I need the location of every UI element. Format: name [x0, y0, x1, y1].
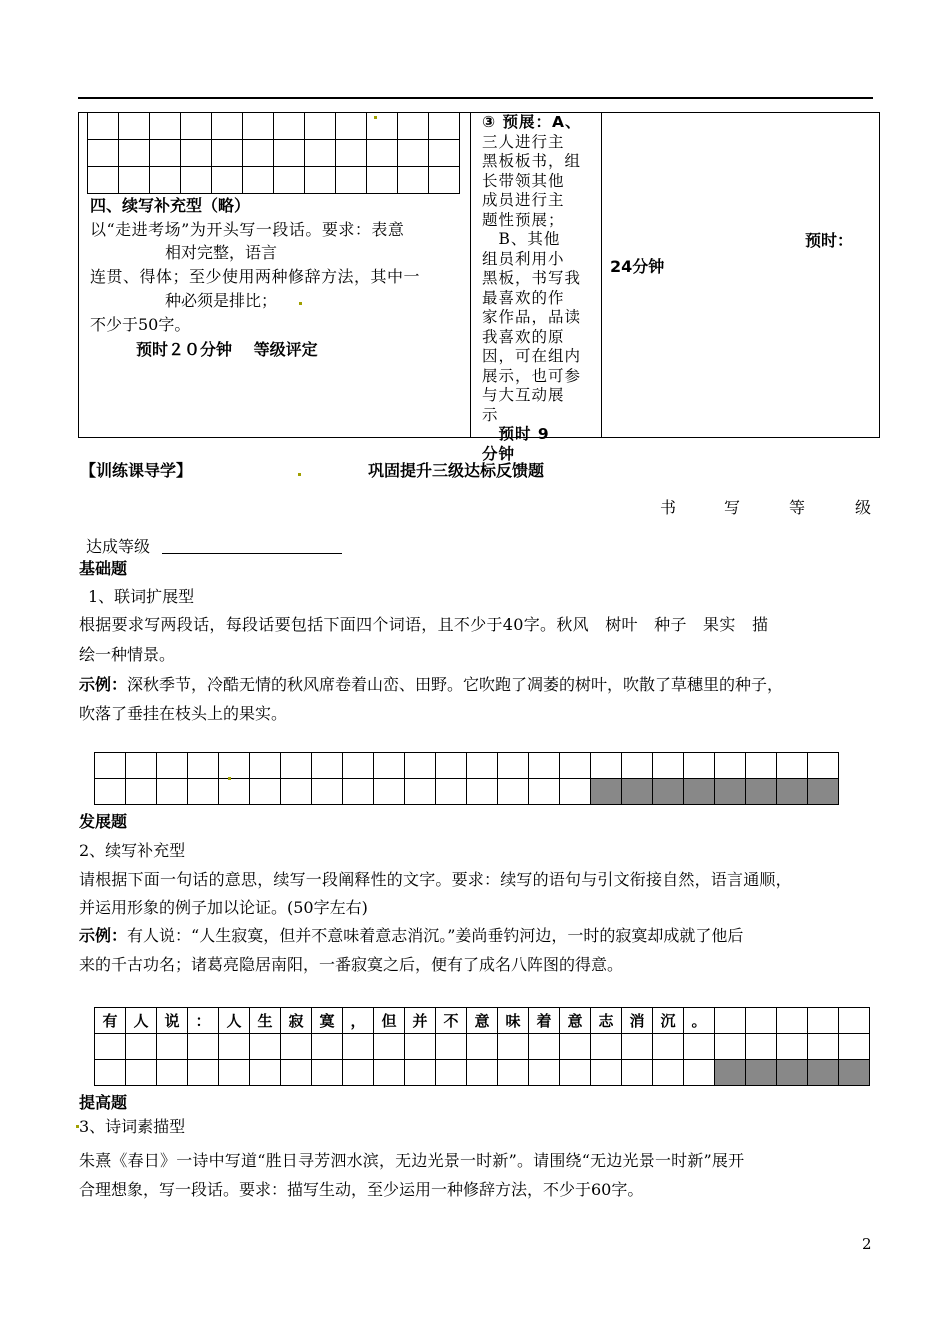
grid-cell[interactable]	[498, 1060, 529, 1086]
grid-cell[interactable]	[808, 1060, 839, 1086]
grid-cell[interactable]	[374, 1060, 405, 1086]
grid-cell[interactable]	[529, 779, 560, 805]
grid-cell[interactable]	[374, 1034, 405, 1060]
grid-cell[interactable]	[839, 1008, 870, 1034]
grid-cell[interactable]	[305, 140, 336, 167]
grid-cell[interactable]	[808, 1008, 839, 1034]
right-cell-label: 预时：	[805, 231, 854, 250]
table-divider-2	[601, 112, 602, 438]
grid-cell[interactable]: 寂	[281, 1008, 312, 1034]
speckle	[298, 473, 301, 476]
grid-cell[interactable]	[281, 1060, 312, 1086]
grid-cell[interactable]	[95, 1034, 126, 1060]
grid-cell[interactable]	[181, 167, 212, 194]
grid-cell[interactable]	[560, 779, 591, 805]
grid-cell[interactable]	[429, 167, 460, 194]
advanced-instruction-2: 合理想象，写一段话。要求：描写生动，至少运用一种修辞方法，不少于60字。	[79, 1180, 644, 1199]
grid-cell[interactable]	[746, 753, 777, 779]
development-subheading: 2、续写补充型	[79, 841, 186, 860]
grid-cell[interactable]	[398, 113, 429, 140]
grid-cell[interactable]	[219, 1060, 250, 1086]
grid-cell[interactable]	[95, 779, 126, 805]
example-text: 深秋季节，冷酷无情的秋风席卷着山峦、田野。它吹跑了凋萎的树叶，吹散了草穗里的种子，	[127, 675, 784, 694]
grid-cell[interactable]	[405, 779, 436, 805]
grid-cell[interactable]	[591, 1034, 622, 1060]
grid-cell[interactable]	[560, 1060, 591, 1086]
training-title: 【训练课导学】	[80, 461, 193, 480]
grid-cell[interactable]	[250, 779, 281, 805]
grid-cell[interactable]	[157, 1060, 188, 1086]
middle-line: ③ 预展：A、	[482, 113, 582, 131]
grid-cell[interactable]	[119, 140, 150, 167]
grid-cell[interactable]	[274, 113, 305, 140]
grid-cell[interactable]	[684, 1034, 715, 1060]
basic-writing-grid	[94, 752, 839, 805]
example-label: 示例：	[79, 926, 128, 945]
grid-cell[interactable]	[622, 779, 653, 805]
grid-cell[interactable]	[88, 113, 119, 140]
grid-cell[interactable]	[622, 753, 653, 779]
grid-cell[interactable]	[715, 1034, 746, 1060]
grid-cell[interactable]	[746, 1034, 777, 1060]
grid-cell[interactable]: ，	[343, 1008, 374, 1034]
basic-heading: 基础题	[79, 559, 128, 578]
grid-cell[interactable]	[126, 753, 157, 779]
grid-cell[interactable]	[343, 753, 374, 779]
grid-cell[interactable]	[684, 779, 715, 805]
left-line-5: 不少于50字。	[90, 315, 191, 334]
grid-cell[interactable]: 沉	[653, 1008, 684, 1034]
grid-cell[interactable]	[746, 779, 777, 805]
grid-cell[interactable]	[436, 1034, 467, 1060]
middle-line: 三人进行主	[482, 132, 565, 151]
grid-cell[interactable]	[150, 140, 181, 167]
grid-cell[interactable]	[498, 753, 529, 779]
grid-cell[interactable]: 并	[405, 1008, 436, 1034]
grid-cell[interactable]	[746, 1060, 777, 1086]
grid-cell[interactable]	[281, 779, 312, 805]
grid-cell[interactable]: 但	[374, 1008, 405, 1034]
grid-cell[interactable]	[212, 113, 243, 140]
grid-cell[interactable]	[622, 1034, 653, 1060]
grid-cell[interactable]	[684, 1060, 715, 1086]
grid-cell[interactable]: 生	[250, 1008, 281, 1034]
basic-example	[79, 674, 783, 696]
grid-cell[interactable]	[374, 779, 405, 805]
example-label: 示例：	[79, 675, 128, 694]
grid-cell[interactable]	[777, 753, 808, 779]
middle-line: 组员利用小	[482, 249, 565, 268]
grid-cell[interactable]	[343, 779, 374, 805]
grid-cell[interactable]	[243, 140, 274, 167]
grid-cell[interactable]	[777, 779, 808, 805]
grid-cell[interactable]: 人	[219, 1008, 250, 1034]
grid-cell[interactable]	[467, 1060, 498, 1086]
middle-line: 黑板，书写我	[482, 269, 582, 287]
grid-cell[interactable]	[336, 167, 367, 194]
middle-line: 示	[482, 405, 499, 424]
grid-cell[interactable]	[126, 1060, 157, 1086]
grid-cell[interactable]: 不	[436, 1008, 467, 1034]
grid-cell[interactable]	[119, 113, 150, 140]
grid-cell[interactable]: 说	[157, 1008, 188, 1034]
header-rule	[78, 97, 873, 99]
grid-cell[interactable]	[467, 1034, 498, 1060]
grid-cell[interactable]	[95, 753, 126, 779]
grid-cell[interactable]	[312, 1060, 343, 1086]
grid-cell[interactable]	[436, 753, 467, 779]
grid-cell[interactable]	[367, 113, 398, 140]
middle-line: 最喜欢的作	[482, 288, 565, 307]
grid-cell[interactable]	[126, 1034, 157, 1060]
grid-cell[interactable]	[150, 167, 181, 194]
grid-cell[interactable]	[281, 753, 312, 779]
grid-cell[interactable]	[95, 1060, 126, 1086]
development-example-2: 来的千古功名；诸葛亮隐居南阳，一番寂寞之后，便有了成名八阵图的得意。	[79, 955, 624, 974]
grid-cell[interactable]	[312, 1034, 343, 1060]
grid-cell[interactable]	[746, 1008, 777, 1034]
grid-cell[interactable]	[157, 779, 188, 805]
grid-cell[interactable]	[429, 140, 460, 167]
grid-cell[interactable]: ：	[188, 1008, 219, 1034]
grid-cell[interactable]	[591, 779, 622, 805]
table-divider-1	[470, 112, 471, 438]
basic-instruction-2: 绘一种情景。	[79, 645, 176, 664]
grid-cell[interactable]	[374, 753, 405, 779]
grid-cell[interactable]	[312, 753, 343, 779]
speckle	[76, 1125, 79, 1128]
middle-line: 因，可在组内	[482, 347, 582, 365]
grid-cell[interactable]	[250, 753, 281, 779]
grid-cell[interactable]	[498, 779, 529, 805]
basic-instruction-1: 根据要求写两段话，每段话要包括下面四个词语，且不少于40字。秋风 树叶 种子 果实 描	[79, 615, 769, 634]
grid-cell[interactable]	[529, 1034, 560, 1060]
grid-cell[interactable]	[777, 1060, 808, 1086]
middle-line: B、其他	[482, 230, 561, 248]
grid-cell[interactable]	[560, 1034, 591, 1060]
middle-line: 与大互动展	[482, 386, 565, 404]
basic-subheading: 1、联词扩展型	[88, 587, 195, 606]
writing-grade-char: 等	[789, 498, 806, 517]
grid-cell[interactable]	[88, 140, 119, 167]
grid-cell[interactable]	[88, 167, 119, 194]
grid-cell[interactable]	[343, 1060, 374, 1086]
writing-grade-char: 写	[724, 498, 741, 517]
right-cell-value: 24分钟	[610, 257, 665, 276]
grid-cell[interactable]	[467, 753, 498, 779]
middle-line: 家作品，品读	[482, 308, 582, 326]
grid-cell[interactable]	[560, 753, 591, 779]
grid-cell[interactable]	[274, 167, 305, 194]
grid-cell[interactable]	[405, 1034, 436, 1060]
left-line-3: 连贯、得体；至少使用两种修辞方法，其中一	[90, 267, 421, 286]
grid-cell[interactable]	[250, 1060, 281, 1086]
middle-line: 成员进行主	[482, 191, 565, 209]
middle-line: 长带领其他	[482, 171, 565, 190]
grid-cell[interactable]	[188, 1060, 219, 1086]
grid-cell[interactable]	[684, 753, 715, 779]
writing-grade-char: 书	[660, 498, 677, 517]
grid-cell[interactable]	[274, 140, 305, 167]
basic-example-2: 吹落了垂挂在枝头上的果实。	[79, 704, 288, 723]
grid-cell[interactable]	[212, 140, 243, 167]
grid-cell[interactable]	[591, 1060, 622, 1086]
grid-cell[interactable]	[219, 1034, 250, 1060]
grid-cell[interactable]	[715, 1008, 746, 1034]
left-line-2: 相对完整，语言	[165, 243, 278, 262]
middle-line: 我喜欢的原	[482, 327, 565, 346]
grid-cell[interactable]	[219, 779, 250, 805]
grid-cell[interactable]	[157, 753, 188, 779]
achievement-label: 达成等级	[86, 537, 151, 556]
grid-cell[interactable]	[653, 779, 684, 805]
development-instruction-1: 请根据下面一句话的意思，续写一段阐释性的文字。要求：续写的语句与引文衔接自然，语言通顺，	[79, 870, 792, 889]
grid-cell[interactable]	[188, 779, 219, 805]
grid-cell[interactable]	[343, 1034, 374, 1060]
grid-cell[interactable]	[529, 753, 560, 779]
advanced-heading: 提高题	[79, 1093, 128, 1112]
grid-cell[interactable]	[188, 753, 219, 779]
training-subtitle: 巩固提升三级达标反馈题	[368, 461, 545, 480]
grid-cell[interactable]	[839, 1060, 870, 1086]
grid-cell[interactable]	[591, 753, 622, 779]
left-line-4: 种必须是排比；	[165, 291, 278, 310]
grid-cell[interactable]	[777, 1008, 808, 1034]
grid-cell[interactable]	[808, 753, 839, 779]
grid-cell[interactable]	[436, 1060, 467, 1086]
grid-cell[interactable]	[157, 1034, 188, 1060]
grid-cell[interactable]: 志	[591, 1008, 622, 1034]
speckle	[299, 302, 302, 305]
grid-cell[interactable]: 意	[467, 1008, 498, 1034]
grid-cell[interactable]	[367, 140, 398, 167]
grid-cell[interactable]	[777, 1034, 808, 1060]
grid-cell[interactable]	[188, 1034, 219, 1060]
grid-cell[interactable]	[653, 1060, 684, 1086]
development-heading: 发展题	[79, 812, 128, 831]
grid-cell[interactable]: 消	[622, 1008, 653, 1034]
grid-cell[interactable]	[653, 753, 684, 779]
continuation-heading: 四、续写补充型（略）	[90, 196, 251, 215]
grid-cell[interactable]	[312, 779, 343, 805]
grid-cell[interactable]	[498, 1034, 529, 1060]
grid-cell[interactable]	[281, 1034, 312, 1060]
advanced-instruction-1: 朱熹《春日》一诗中写道“胜日寻芳泗水滨，无边光景一时新”。请围绕“无边光景一时新”展开	[79, 1151, 745, 1170]
grid-cell[interactable]: 有	[95, 1008, 126, 1034]
middle-cell-text	[482, 113, 597, 464]
grid-cell[interactable]	[243, 167, 274, 194]
writing-grade-char: 级	[855, 498, 872, 517]
middle-line: 分钟	[482, 444, 516, 463]
grid-cell[interactable]	[429, 113, 460, 140]
grid-cell[interactable]	[398, 167, 429, 194]
middle-line: 预时 9	[482, 425, 550, 443]
grid-cell[interactable]: 味	[498, 1008, 529, 1034]
grid-cell[interactable]	[181, 140, 212, 167]
grid-cell[interactable]	[808, 1034, 839, 1060]
grid-cell[interactable]	[529, 1060, 560, 1086]
grid-cell[interactable]: 着	[529, 1008, 560, 1034]
development-example	[79, 925, 743, 947]
grid-cell[interactable]	[715, 779, 746, 805]
grid-cell[interactable]	[250, 1034, 281, 1060]
grid-cell[interactable]	[622, 1060, 653, 1086]
left-line-1: 以“走进考场”为开头写一段话。要求：表意	[90, 220, 405, 239]
speckle	[374, 116, 377, 119]
speckle	[228, 777, 231, 780]
grid-cell[interactable]	[212, 167, 243, 194]
grid-cell[interactable]	[367, 167, 398, 194]
grid-cell[interactable]: 意	[560, 1008, 591, 1034]
grid-cell[interactable]	[467, 779, 498, 805]
grid-cell[interactable]	[219, 753, 250, 779]
grid-cell[interactable]	[305, 167, 336, 194]
middle-line: 黑板板书，组	[482, 152, 582, 170]
grid-cell[interactable]: 寞	[312, 1008, 343, 1034]
grid-cell[interactable]	[305, 113, 336, 140]
middle-line: 展示，也可参	[482, 366, 582, 385]
example-text: 有人说：“人生寂寞，但并不意味着意志消沉。”姜尚垂钓河边，一时的寂寞却成就了他后	[127, 926, 744, 945]
advanced-subheading: 3、诗词素描型	[79, 1117, 186, 1136]
top-writing-grid	[87, 112, 460, 194]
grid-cell[interactable]	[808, 779, 839, 805]
grid-cell[interactable]	[181, 113, 212, 140]
grid-cell[interactable]	[126, 779, 157, 805]
grid-cell[interactable]	[405, 753, 436, 779]
grid-cell[interactable]: 。	[684, 1008, 715, 1034]
grid-cell[interactable]	[715, 1060, 746, 1086]
grid-cell[interactable]	[715, 753, 746, 779]
grid-cell[interactable]	[839, 1034, 870, 1060]
grid-cell[interactable]	[653, 1034, 684, 1060]
grid-cell[interactable]	[150, 113, 181, 140]
grid-cell[interactable]	[398, 140, 429, 167]
development-instruction-2: 并运用形象的例子加以论证。(50字左右)	[79, 898, 368, 917]
grid-cell[interactable]	[336, 113, 367, 140]
page-number: 2	[862, 1235, 872, 1253]
grid-cell[interactable]	[405, 1060, 436, 1086]
grid-cell[interactable]: 人	[126, 1008, 157, 1034]
development-writing-grid	[94, 1007, 870, 1086]
grid-cell[interactable]	[336, 140, 367, 167]
grid-cell[interactable]	[436, 779, 467, 805]
grid-cell[interactable]	[243, 113, 274, 140]
grid-cell[interactable]	[119, 167, 150, 194]
left-cell-footer: 预时２０分钟 等级评定	[136, 340, 318, 359]
achievement-blank[interactable]	[162, 553, 342, 554]
middle-line: 题性预展；	[482, 210, 565, 229]
